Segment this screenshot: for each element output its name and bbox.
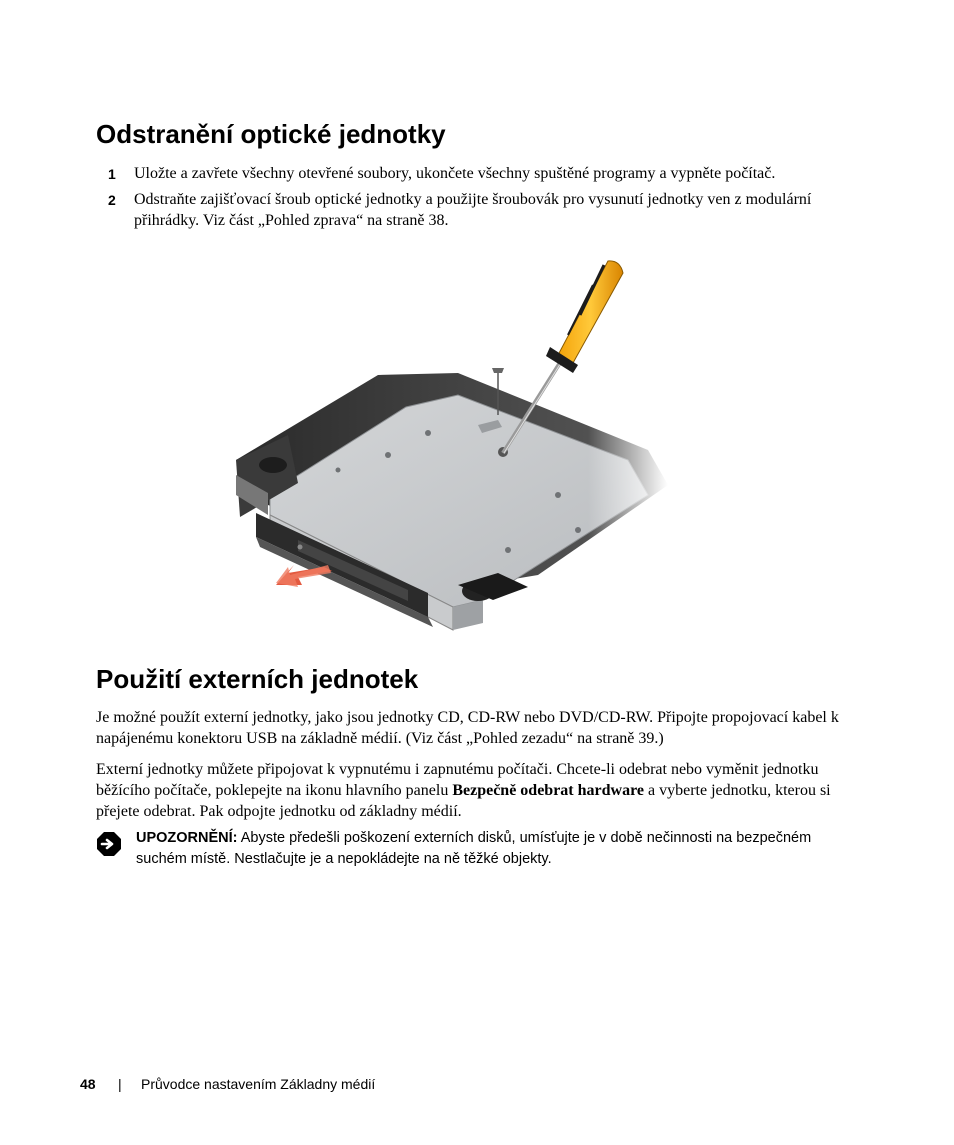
page-number: 48: [80, 1076, 96, 1092]
paragraph-external-drives-2: [96, 759, 856, 822]
notice-label: UPOZORNĚNÍ:: [136, 830, 238, 846]
paragraph-text: a vyberte jednotku, kterou si přejete odebrat. Pak odpojte jednotku od základny médií.: [96, 782, 831, 820]
step-text: Uložte a zavřete všechny otevřené soubory, ukončete všechny spuštěné programy a vypněte počítač.: [134, 165, 776, 182]
safely-remove-hardware-label: Bezpečně odebrat hardware: [452, 782, 644, 799]
paragraph-text: Externí jednotky můžete připojovat k vypnutému i zapnutému počítači. Chcete-li odebrat nebo vyměnit jednotku běžícího počítače, poklepejte na ikonu hlavního panelu: [96, 761, 819, 799]
footer-title: Průvodce nastavením Základny médií: [141, 1076, 376, 1092]
notice-text: [136, 828, 836, 870]
notice-icon: [96, 831, 122, 862]
drive-removal-illustration: [228, 255, 668, 655]
step-number: 2: [108, 192, 116, 208]
notice-body: Abyste předešli poškození externích disků, umísťujte je v době nečinnosti na bezpečném suchém místě. Nestlačujte je a nepokládejte na ně těžké objekty.: [136, 830, 812, 867]
step-number: 1: [108, 166, 116, 182]
step-text: Odstraňte zajišťovací šroub optické jednotky a použijte šroubovák pro vysunutí jednotky ven z modulární přihrádky. Viz část „Pohled zprava“ na straně 38.: [134, 191, 812, 229]
step-1: [96, 163, 866, 185]
section-heading-external-drives: Použití externích jednotek: [96, 664, 419, 694]
screwdriver-removing-optical-drive-illustration: [228, 255, 668, 650]
paragraph-external-drives-1: Je možné použít externí jednotky, jako jsou jednotky CD, CD-RW nebo DVD/CD-RW. Připojte propojovací kabel k napájenému konektoru USB na základně médií. (Viz část „Pohled zezadu“ na straně 39.): [96, 709, 839, 747]
footer-separator: |: [118, 1076, 122, 1092]
section-heading-remove-drive: Odstranění optické jednotky: [96, 119, 446, 149]
step-2: [96, 189, 866, 233]
